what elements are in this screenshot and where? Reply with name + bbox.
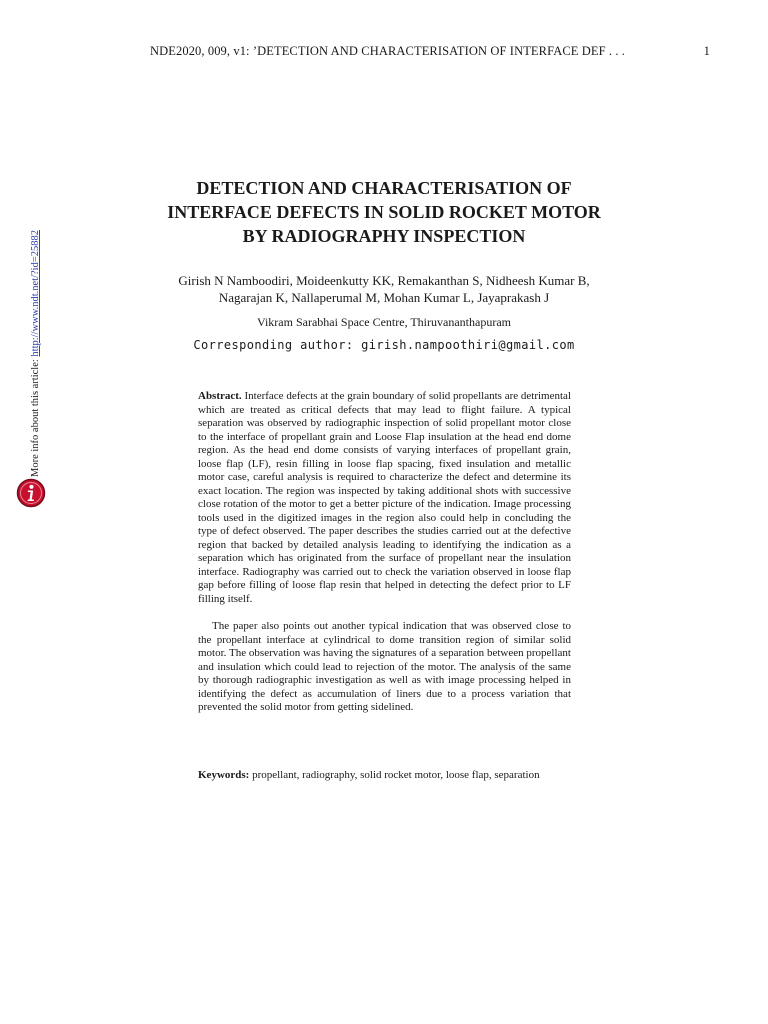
abstract-text: Interface defects at the grain boundary of solid propellants are detrimental which are treated as critical defects that may lead to flight failure. A typical separation was observed by radiographic inspection of solid propellant motor close to the interface of propellant grain and Loose Flap insulation at the head end dome region. As the head end dome consists of varying interfaces of propellant grain, loose flap (LF), resin filling in loose flap spacing, fixed insulation and metallic motor case, careful analysis is required to characterize the defect and determine its exact location. The region was inspected by taking additional shots with successive close rotation of the motor to get a better picture of the indication. Image processing tools used in the digitized images in the region also could help in concluding the type of defect observed. The paper describes the studies carried out at the defective region that backed by detailed analysis leading to identifying the indication as a separation which has originated from the surface of propellant near the insulation interface. Radiography was carried out to check the variation observed in loose flap gap before filling of loose flap resin that helped in detecting the defect prior to LF filling itself.: [198, 390, 571, 605]
page-number: 1: [703, 44, 710, 58]
affiliation: Vikram Sarabhai Space Centre, Thiruvananthapuram: [257, 315, 511, 329]
article-link[interactable]: http://www.ndt.net/?id=25882: [30, 229, 41, 357]
abstract-paragraph: [198, 390, 571, 606]
abstract-paragraph: The paper also points out another typical indication that was observed close to the propellant interface at cylindrical to dome transition region of similar solid motor. The observation was having the signatures of a separation between propellant and insulation which could lead to rejection of the motor. The analysis of the same by thorough radiographic investigation as well as with image processing helped in identifying the defect as accumulation of liners due to a process variation that prevented the solid motor from getting sidelined.: [198, 620, 571, 713]
abstract-label: Abstract.: [198, 390, 242, 402]
info-icon[interactable]: [16, 478, 46, 508]
sidebar-prefix: More info about this article:: [30, 356, 41, 477]
abstract: [198, 390, 571, 715]
author-list: [120, 272, 648, 306]
corresponding-author: Corresponding author: girish.nampoothiri@gmail.com: [193, 338, 575, 352]
title-line: BY RADIOGRAPHY INSPECTION: [242, 226, 526, 246]
running-title: NDE2020, 009, v1: ’DETECTION AND CHARACTERISATION OF INTERFACE DEF . . .: [150, 44, 626, 58]
author-line: Girish N Namboodiri, Moideenkutty KK, Remakanthan S, Nidheesh Kumar B,: [178, 273, 590, 288]
keywords-text: propellant, radiography, solid rocket motor, loose flap, separation: [249, 769, 540, 781]
title-line: DETECTION AND CHARACTERISATION OF: [196, 178, 572, 198]
paper-title: [100, 176, 668, 248]
article-info-sidebar: [30, 230, 41, 477]
title-line: INTERFACE DEFECTS IN SOLID ROCKET MOTOR: [167, 202, 601, 222]
keywords: [198, 769, 578, 781]
keywords-label: Keywords:: [198, 769, 250, 781]
author-line: Nagarajan K, Nallaperumal M, Mohan Kumar L, Jayaprakash J: [218, 290, 550, 305]
